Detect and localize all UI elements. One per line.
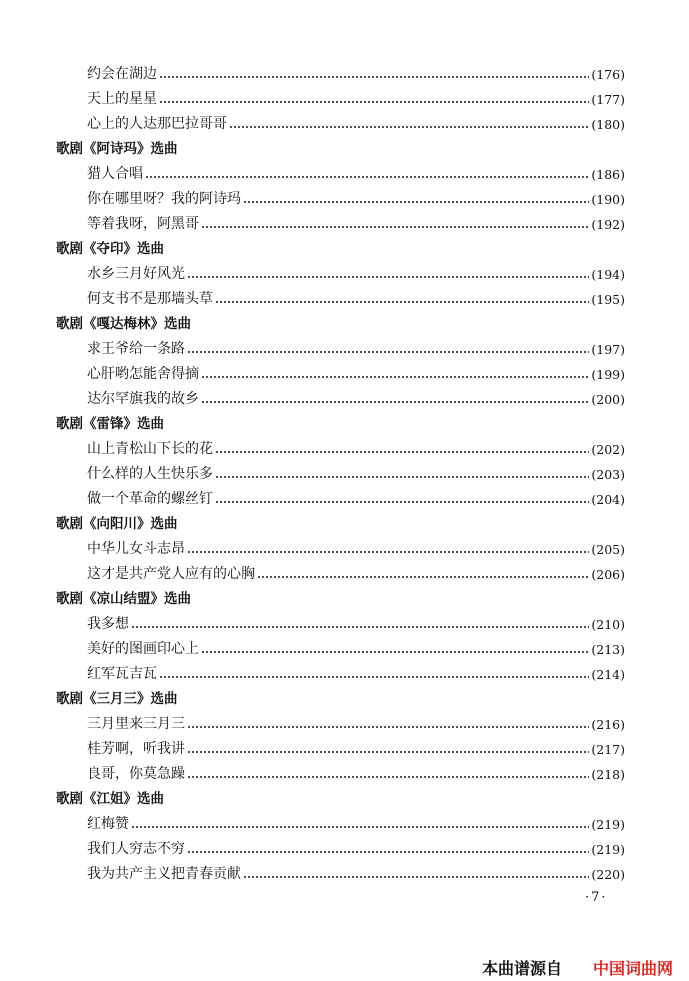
dot-leader — [257, 576, 589, 578]
toc-entry-title: 做一个革命的螺丝钉 — [87, 491, 213, 507]
toc-entry-page: (176) — [591, 67, 625, 82]
toc-entry-page: (202) — [591, 442, 625, 457]
toc-entry-title: 桂芳啊，听我讲 — [87, 741, 185, 757]
toc-entry[interactable] — [0, 287, 689, 312]
toc-entry[interactable] — [0, 837, 689, 862]
toc-entry-title: 约会在湖边 — [87, 66, 157, 82]
dot-leader — [187, 776, 589, 778]
toc-entry-title: 达尔罕旗我的故乡 — [87, 391, 199, 407]
dot-leader — [159, 101, 589, 103]
section-heading — [0, 512, 689, 537]
toc-entry[interactable] — [0, 562, 689, 587]
section-heading — [0, 587, 689, 612]
toc-entry-title: 红军瓦吉瓦 — [87, 666, 157, 682]
toc-entry-title: 良哥，你莫急躁 — [87, 766, 185, 782]
section-heading — [0, 137, 689, 162]
dot-leader — [187, 751, 589, 753]
toc-entry-title: 美好的图画印心上 — [87, 641, 199, 657]
section-heading-title: 歌剧《夺印》选曲 — [56, 241, 164, 257]
toc-entry[interactable] — [0, 162, 689, 187]
toc-entry-title: 水乡三月好风光 — [87, 266, 185, 282]
section-heading-title: 歌剧《凉山结盟》选曲 — [56, 591, 191, 607]
toc-entry-title: 三月里来三月三 — [87, 716, 185, 732]
toc-entry-title: 我多想 — [87, 616, 129, 632]
dot-leader — [187, 726, 589, 728]
dot-leader — [215, 301, 589, 303]
table-of-contents — [0, 62, 689, 887]
toc-entry-page: (195) — [591, 292, 625, 307]
toc-entry-title: 红梅赞 — [87, 816, 129, 832]
dot-leader — [243, 201, 589, 203]
toc-entry-page: (180) — [591, 117, 625, 132]
toc-entry-page: (216) — [591, 717, 625, 732]
toc-entry-page: (220) — [591, 867, 625, 882]
section-heading — [0, 787, 689, 812]
toc-entry[interactable] — [0, 737, 689, 762]
toc-entry[interactable] — [0, 862, 689, 887]
toc-entry[interactable] — [0, 537, 689, 562]
dot-leader — [187, 851, 589, 853]
toc-entry[interactable] — [0, 612, 689, 637]
toc-entry-page: (203) — [591, 467, 625, 482]
toc-entry[interactable] — [0, 812, 689, 837]
toc-entry-title: 你在哪里呀？我的阿诗玛 — [87, 191, 241, 207]
toc-entry-title: 猎人合唱 — [87, 166, 143, 182]
toc-entry[interactable] — [0, 262, 689, 287]
toc-entry-title: 中华儿女斗志昂 — [87, 541, 185, 557]
dot-leader — [145, 176, 589, 178]
section-heading-title: 歌剧《三月三》选曲 — [56, 691, 178, 707]
toc-entry-page: (205) — [591, 542, 625, 557]
toc-entry-page: (192) — [591, 217, 625, 232]
toc-entry-page: (197) — [591, 342, 625, 357]
toc-entry-page: (217) — [591, 742, 625, 757]
toc-entry[interactable] — [0, 712, 689, 737]
watermark-source-text: 本曲谱源自 — [482, 959, 563, 978]
toc-entry-page: (199) — [591, 367, 625, 382]
section-heading — [0, 312, 689, 337]
toc-entry-page: (194) — [591, 267, 625, 282]
dot-leader — [243, 876, 589, 878]
toc-entry-title: 什么样的人生快乐多 — [87, 466, 213, 482]
toc-entry-title: 我为共产主义把青春贡献 — [87, 866, 241, 882]
toc-entry-title: 山上青松山下长的花 — [87, 441, 213, 457]
toc-entry-page: (218) — [591, 767, 625, 782]
toc-entry[interactable] — [0, 637, 689, 662]
page-number: ·7· — [585, 890, 608, 905]
toc-entry-page: (204) — [591, 492, 625, 507]
dot-leader — [201, 376, 589, 378]
toc-entry-title: 我们人穷志不穷 — [87, 841, 185, 857]
toc-entry-page: (190) — [591, 192, 625, 207]
dot-leader — [131, 826, 589, 828]
dot-leader — [201, 651, 589, 653]
toc-entry[interactable] — [0, 387, 689, 412]
toc-entry-page: (200) — [591, 392, 625, 407]
toc-entry[interactable] — [0, 762, 689, 787]
toc-entry[interactable] — [0, 212, 689, 237]
toc-entry-title: 这才是共产党人应有的心胸 — [87, 566, 255, 582]
toc-entry-title: 心肝哟怎能舍得摘 — [87, 366, 199, 382]
toc-entry-page: (219) — [591, 842, 625, 857]
toc-entry[interactable] — [0, 87, 689, 112]
toc-entry-page: (206) — [591, 567, 625, 582]
section-heading-title: 歌剧《雷锋》选曲 — [56, 416, 164, 432]
dot-leader — [159, 676, 589, 678]
toc-entry-page: (219) — [591, 817, 625, 832]
toc-entry[interactable] — [0, 112, 689, 137]
dot-leader — [215, 476, 589, 478]
toc-entry[interactable] — [0, 62, 689, 87]
section-heading-title: 歌剧《嘎达梅林》选曲 — [56, 316, 191, 332]
toc-entry[interactable] — [0, 437, 689, 462]
dot-leader — [229, 126, 589, 128]
dot-leader — [215, 451, 589, 453]
dot-leader — [187, 351, 589, 353]
toc-entry[interactable] — [0, 487, 689, 512]
toc-entry[interactable] — [0, 362, 689, 387]
dot-leader — [159, 76, 589, 78]
toc-entry[interactable] — [0, 187, 689, 212]
toc-entry-page: (186) — [591, 167, 625, 182]
toc-entry-title: 心上的人达那巴拉哥哥 — [87, 116, 227, 132]
toc-entry-page: (177) — [591, 92, 625, 107]
toc-entry-page: (214) — [591, 667, 625, 682]
dot-leader — [131, 626, 589, 628]
toc-entry[interactable] — [0, 462, 689, 487]
section-heading — [0, 412, 689, 437]
section-heading — [0, 237, 689, 262]
dot-leader — [201, 226, 589, 228]
toc-entry-title: 天上的星星 — [87, 91, 157, 107]
dot-leader — [201, 401, 589, 403]
dot-leader — [187, 276, 589, 278]
watermark-site-name: 中国词曲网 — [593, 959, 674, 978]
toc-entry-page: (210) — [591, 617, 625, 632]
dot-leader — [215, 501, 589, 503]
toc-entry-title: 何支书不是那墙头草 — [87, 291, 213, 307]
dot-leader — [187, 551, 589, 553]
toc-entry-title: 求王爷给一条路 — [87, 341, 185, 357]
section-heading-title: 歌剧《向阳川》选曲 — [56, 516, 178, 532]
toc-entry[interactable] — [0, 337, 689, 362]
section-heading-title: 歌剧《江姐》选曲 — [56, 791, 164, 807]
section-heading-title: 歌剧《阿诗玛》选曲 — [56, 141, 178, 157]
toc-entry-page: (213) — [591, 642, 625, 657]
section-heading — [0, 687, 689, 712]
toc-entry[interactable] — [0, 662, 689, 687]
toc-entry-title: 等着我呀，阿黑哥 — [87, 216, 199, 232]
